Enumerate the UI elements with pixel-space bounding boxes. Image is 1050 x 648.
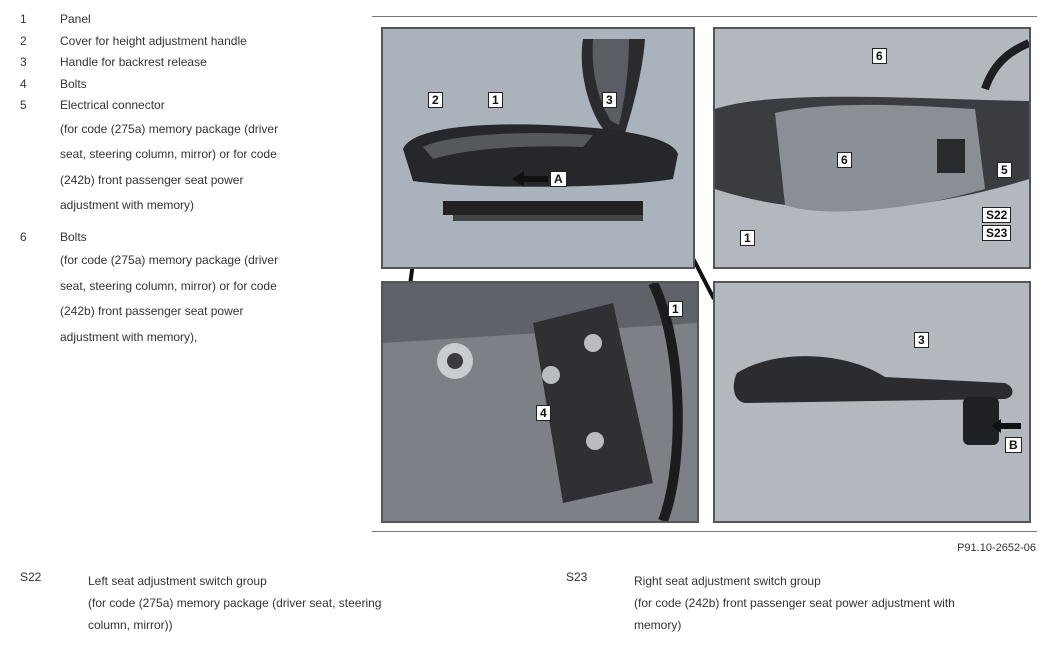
footnote-line: memory) <box>634 618 682 632</box>
legend-text: Cover for height adjustment handle <box>60 33 247 48</box>
figure-id: P91.10-2652-06 <box>957 542 1036 554</box>
legend-item <box>20 52 360 74</box>
footnote-line: Left seat adjustment switch group <box>88 574 267 588</box>
legend-number: 5 <box>20 98 27 112</box>
legend-item <box>20 74 360 96</box>
legend-text: Bolts <box>60 76 87 91</box>
footnote-code: S23 <box>566 570 588 584</box>
callout-label: 1 <box>740 230 755 246</box>
legend-text: seat, steering column, mirror) or for code <box>60 278 277 293</box>
arrow-a-icon <box>510 169 550 189</box>
legend-text: Handle for backrest release <box>60 55 207 69</box>
callout-label: A <box>550 171 567 187</box>
callout-label: 3 <box>914 332 929 348</box>
legend-text: (for code (275a) memory package (driver <box>60 121 279 136</box>
legend-number: 1 <box>20 12 27 26</box>
footnote-line: (for code (242b) front passenger seat power adjustment with <box>634 596 955 610</box>
legend-number: 3 <box>20 55 27 69</box>
arrow-b-icon <box>989 417 1023 435</box>
figure-frame <box>372 16 1037 532</box>
legend-text: (242b) front passenger seat power <box>60 172 244 187</box>
legend-text: (for code (275a) memory package (driver <box>60 253 279 267</box>
legend-text: (242b) front passenger seat power <box>60 304 244 318</box>
legend-text: adjustment with memory) <box>60 198 195 212</box>
callout-label: 1 <box>488 92 503 108</box>
callout-label: 6 <box>872 48 887 64</box>
legend-item <box>20 227 360 351</box>
callout-label: 4 <box>536 405 551 421</box>
legend-text: seat, steering column, mirror) or for code <box>60 147 277 161</box>
legend-item <box>20 9 360 31</box>
seat-overview-photo <box>381 27 695 269</box>
legend-number: 6 <box>20 229 27 244</box>
footnote-line: column, mirror)) <box>88 618 173 632</box>
legend-text: adjustment with memory), <box>60 329 198 344</box>
footnote-line: (for code (275a) memory package (driver seat, steering <box>88 596 382 610</box>
legend-text: Bolts <box>60 229 87 244</box>
callout-label: 3 <box>602 92 617 108</box>
footnote-code: S22 <box>20 570 42 584</box>
bolts-closeup-photo <box>381 281 699 523</box>
legend-item <box>20 95 360 219</box>
callout-label: 2 <box>428 92 443 108</box>
legend-number: 2 <box>20 33 27 48</box>
legend-item <box>20 31 360 53</box>
footnote-text <box>634 570 955 636</box>
footnote-line: Right seat adjustment switch group <box>634 574 821 588</box>
callout-label: 6 <box>837 152 852 168</box>
callout-label: 5 <box>997 162 1012 178</box>
handle-photo <box>713 281 1031 523</box>
callout-label: 1 <box>668 301 683 317</box>
callout-label: S23 <box>982 225 1011 241</box>
legend-number: 4 <box>20 76 27 91</box>
callout-label: B <box>1005 437 1022 453</box>
callout-label: S22 <box>982 207 1011 223</box>
legend-text: Electrical connector <box>60 98 165 112</box>
legend-list <box>20 9 360 350</box>
footnote-text <box>88 570 381 636</box>
legend-text: Panel <box>60 12 91 26</box>
